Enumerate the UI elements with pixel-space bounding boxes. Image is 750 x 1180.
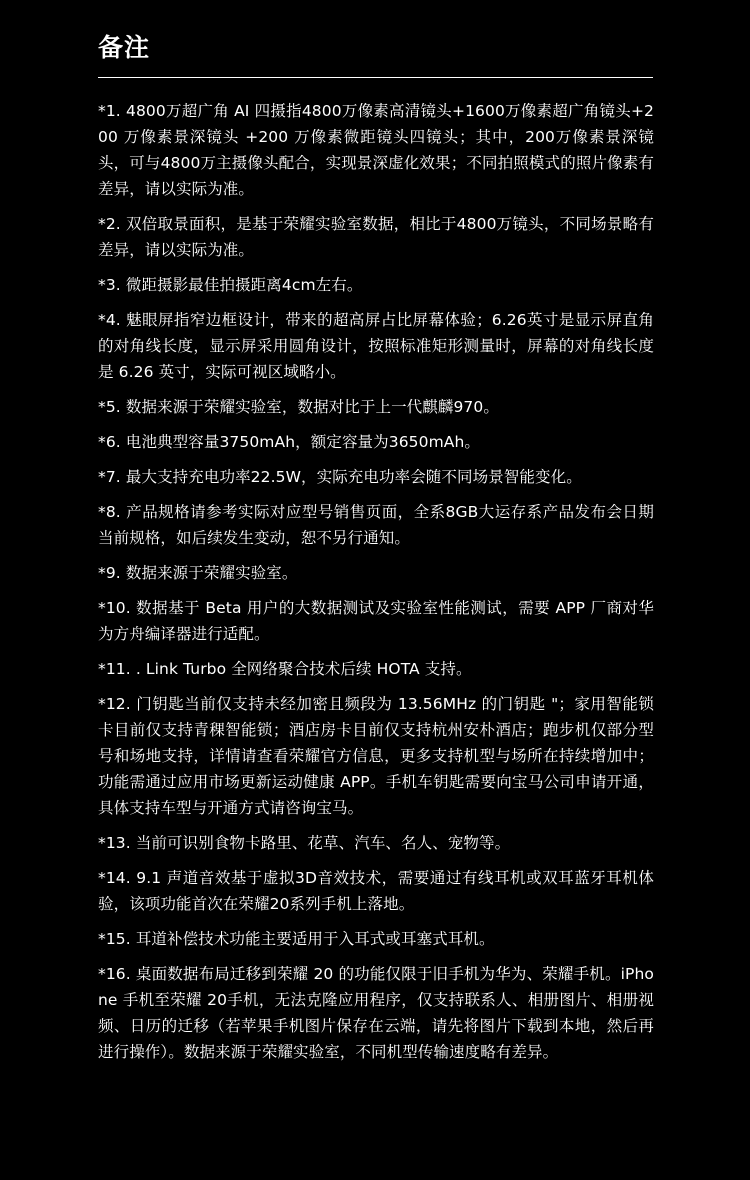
footnote-13: *13. 当前可识别食物卡路里、花草、汽车、名人、宠物等。 xyxy=(98,834,511,852)
footnote-10: *10. 数据基于 Beta 用户的大数据测试及实验室性能测试，需要 APP 厂商对华为方舟编译器进行适配。 xyxy=(98,599,654,643)
footnote-4: *4. 魅眼屏指窄边框设计，带来的超高屏占比屏幕体验；6.26英寸是显示屏直角的对角线长度，显示屏采用圆角设计，按照标准矩形测量时，屏幕的对角线长度是 6.26 英寸，实际可视区域略小。 xyxy=(98,311,654,381)
footnote-5: *5. 数据来源于荣耀实验室，数据对比于上一代麒麟970。 xyxy=(98,398,499,416)
footnote-9: *9. 数据来源于荣耀实验室。 xyxy=(98,564,298,582)
footnote-1: *1. 4800万超广角 AI 四摄指4800万像素高清镜头+1600万像素超广角镜头+200 万像素景深镜头 +200 万像素微距镜头四镜头；其中，200万像素景深镜头，可与4800万主摄像头配合，实现景深虚化效果；不同拍照模式的照片像素有差异，请以实际为准。 xyxy=(98,102,654,198)
footnote-list xyxy=(98,98,654,1074)
footnote-14: *14. 9.1 声道音效基于虚拟3D音效技术，需要通过有线耳机或双耳蓝牙耳机体验，该项功能首次在荣耀20系列手机上落地。 xyxy=(98,869,654,913)
footnote-11: *11. . Link Turbo 全网络聚合技术后续 HOTA 支持。 xyxy=(98,660,472,678)
page-title: 备注 xyxy=(98,33,151,62)
footnote-6: *6. 电池典型容量3750mAh，额定容量为3650mAh。 xyxy=(98,433,481,451)
footnote-3: *3. 微距摄影最佳拍摄距离4cm左右。 xyxy=(98,276,363,294)
footnote-16: *16. 桌面数据布局迁移到荣耀 20 的功能仅限于旧手机为华为、荣耀手机。iPhone 手机至荣耀 20手机，无法克隆应用程序，仅支持联系人、相册图片、相册视频、日历的迁移（若苹果手机图片保存在云端，请先将图片下载到本地，然后再进行操作）。数据来源于荣耀实验室，不同机型传输速度略有差异。 xyxy=(98,965,654,1061)
footnote-7: *7. 最大支持充电功率22.5W，实际充电功率会随不同场景智能变化。 xyxy=(98,468,582,486)
footnote-12: *12. 门钥匙当前仅支持未经加密且频段为 13.56MHz 的门钥匙 "；家用智能锁卡目前仅支持青稞智能锁；酒店房卡目前仅支持杭州安朴酒店；跑步机仅部分型号和场地支持，详情请查看荣耀官方信息，更多支持机型与场所在持续增加中；功能需通过应用市场更新运动健康 APP。手机车钥匙需要向宝马公司申请开通，具体支持车型与开通方式请咨询宝马。 xyxy=(98,695,654,817)
footnote-2: *2. 双倍取景面积，是基于荣耀实验室数据，相比于4800万镜头，不同场景略有差异，请以实际为准。 xyxy=(98,215,654,259)
title-divider xyxy=(98,77,653,78)
footnote-15: *15. 耳道补偿技术功能主要适用于入耳式或耳塞式耳机。 xyxy=(98,930,495,948)
footnote-8: *8. 产品规格请参考实际对应型号销售页面，全系8GB大运存系产品发布会日期当前规格，如后续发生变动，恕不另行通知。 xyxy=(98,503,654,547)
